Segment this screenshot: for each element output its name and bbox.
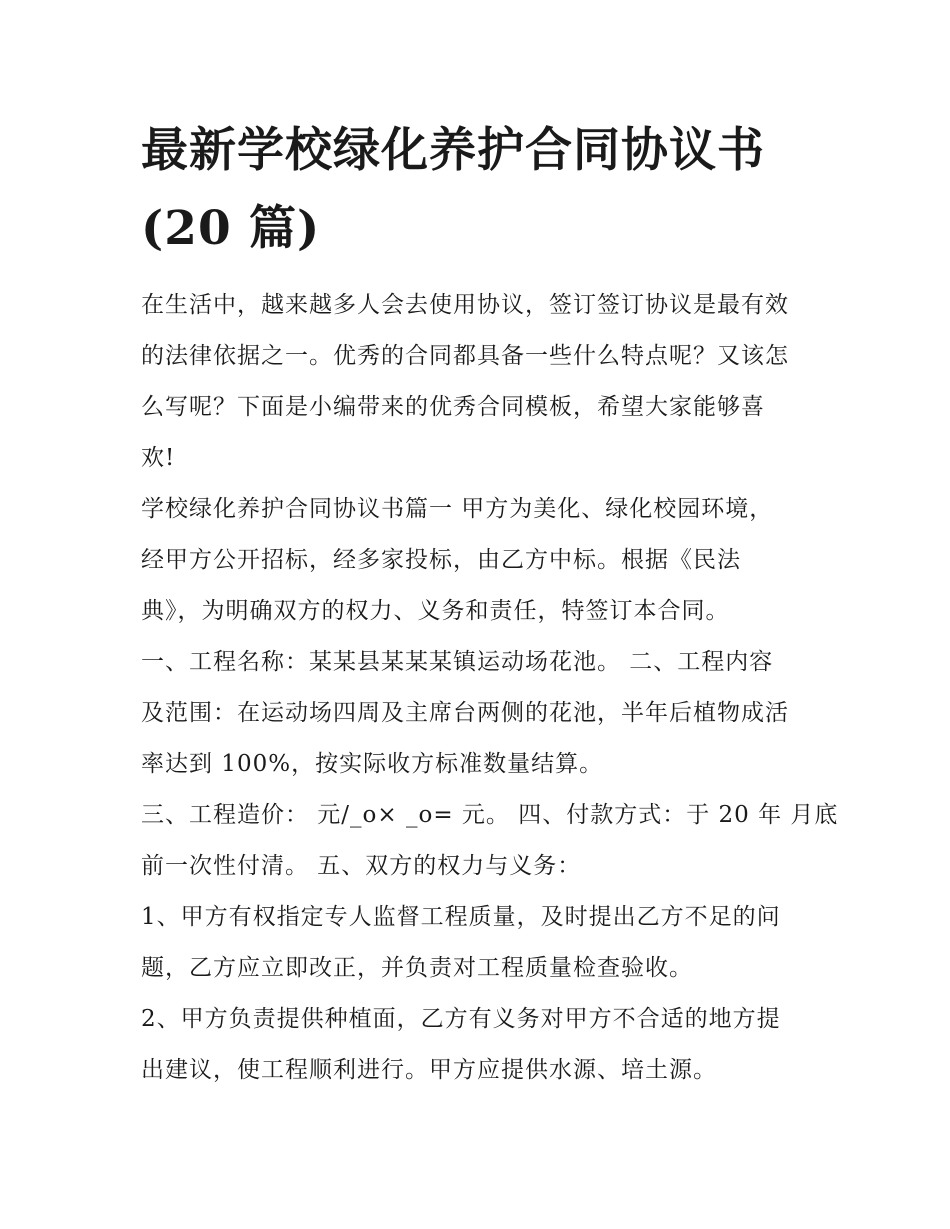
section-paragraph bbox=[141, 484, 813, 637]
text-line: 三、工程造价： 元/_o× _o= 元。 四、付款方式：于 20 年 月底 bbox=[141, 802, 839, 828]
text-line: 2、甲方负责提供种植面，乙方有义务对甲方不合适的地方提 bbox=[141, 1006, 781, 1032]
document-title bbox=[141, 112, 813, 268]
text-line: 在生活中，越来越多人会去使用协议，签订签订协议是最有效 bbox=[141, 292, 789, 318]
text-line: 学校绿化养护合同协议书篇一 甲方为美化、绿化校园环境， bbox=[141, 496, 774, 522]
title-line: (20 篇) bbox=[141, 201, 321, 256]
text-line: 出建议，使工程顺利进行。甲方应提供水源、培土源。 bbox=[141, 1057, 717, 1083]
clause-paragraph bbox=[141, 994, 813, 1096]
clause-paragraph bbox=[141, 790, 839, 892]
text-line: 一、工程名称：某某县某某某镇运动场花池。 二、工程内容 bbox=[141, 649, 774, 675]
text-line: 率达到 100%，按实际收方标准数量结算。 bbox=[141, 751, 604, 777]
text-line: 典》，为明确双方的权力、义务和责任，特签订本合同。 bbox=[141, 598, 730, 624]
document-page bbox=[141, 112, 839, 1096]
clause-paragraph bbox=[141, 892, 813, 994]
text-line: 前一次性付清。 五、双方的权力与义务： bbox=[141, 853, 582, 879]
text-line: 题，乙方应立即改正，并负责对工程质量检查验收。 bbox=[141, 955, 693, 981]
text-line: 么写呢？下面是小编带来的优秀合同模板，希望大家能够喜 bbox=[141, 394, 765, 420]
text-line: 欢! bbox=[141, 445, 176, 471]
text-line: 经甲方公开招标，经多家投标，由乙方中标。根据《民法 bbox=[141, 547, 741, 573]
text-line: 1、甲方有权指定专人监督工程质量，及时提出乙方不足的问 bbox=[141, 904, 781, 930]
title-line: 最新学校绿化养护合同协议书 bbox=[141, 123, 765, 178]
text-line: 及范围：在运动场四周及主席台两侧的花池，半年后植物成活 bbox=[141, 700, 789, 726]
text-line: 的法律依据之一。优秀的合同都具备一些什么特点呢？又该怎 bbox=[141, 343, 789, 369]
clause-paragraph bbox=[141, 637, 813, 790]
intro-paragraph bbox=[141, 280, 813, 484]
